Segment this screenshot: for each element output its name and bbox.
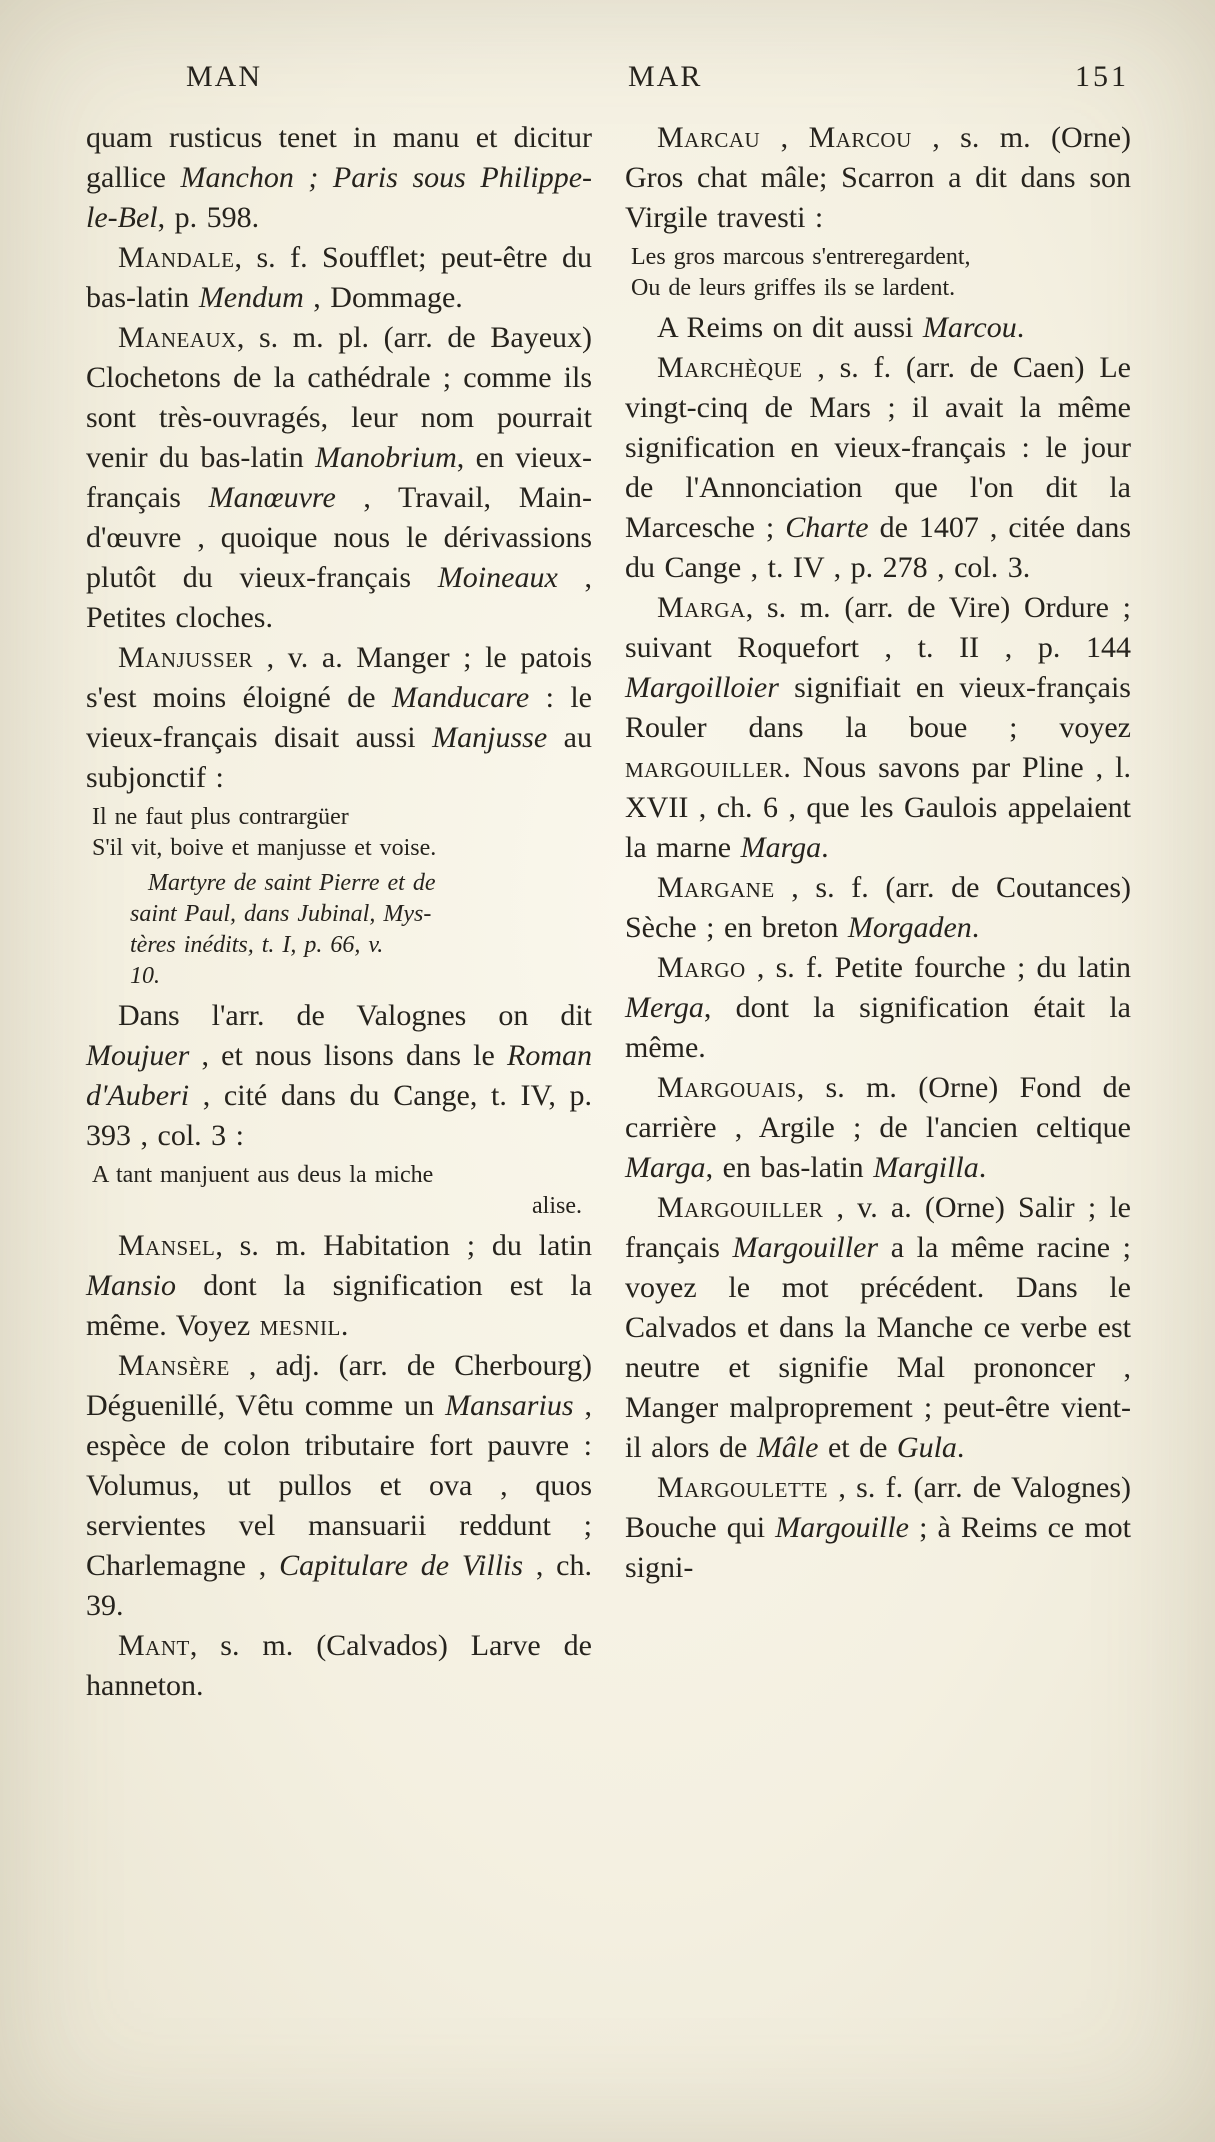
text-segment: , et nous lisons dans le xyxy=(189,1039,507,1072)
text-segment: ; à Reims ce mot signi- xyxy=(625,1511,1131,1584)
text-segment: au subjonctif : xyxy=(86,721,592,794)
cited-word: Manchon ; Paris sous Philippe-le-Bel xyxy=(86,161,593,234)
cited-word: Marga xyxy=(625,1151,706,1184)
text-segment: , v. a. (Orne) Salir ; le français xyxy=(625,1191,1131,1264)
text-columns xyxy=(86,118,1131,1706)
running-head-right: MAR xyxy=(628,60,703,93)
quote-line: S'il vit, boive et manjusse et voise. xyxy=(92,835,437,861)
headword: Marchèque xyxy=(657,351,803,384)
cited-word: Moujuer xyxy=(86,1039,190,1072)
cited-word: Marcou xyxy=(922,311,1017,344)
headword: Mansel xyxy=(118,1229,216,1262)
cited-word: Mansio xyxy=(86,1269,176,1302)
text-segment: , s. m. (Calvados) Larve de hanneton. xyxy=(86,1629,592,1702)
text-segment: , s. f. (arr. de Coutances) Sèche ; en breton xyxy=(625,871,1131,944)
entry-mandale xyxy=(86,238,592,318)
cited-word: Merga xyxy=(625,991,704,1024)
text-segment: a la même racine ; voyez le mot précédent. Dans le Calvados et dans la Manche ce verbe est neutre et signifie Mal prononcer , Manger malproprement ; peut-être vient-il alors de xyxy=(625,1231,1132,1464)
text-segment: , v. a. Manger ; le patois s'est moins éloigné de xyxy=(86,641,592,714)
verse-marcous xyxy=(631,242,1131,304)
text-segment: , espèce de colon tributaire fort pauvre : Volumus, ut pullos et ova , quos servientes vel mansuarii reddunt ; Charlemagne , xyxy=(86,1389,592,1582)
entry-manchon-continuation xyxy=(86,118,592,238)
text-segment: , en vieux-français xyxy=(86,441,592,514)
text-segment: , s. m. (arr. de Vire) Ordure ; suivant Roquefort , t. II , p. 144 xyxy=(625,591,1131,664)
headword: Margoulette xyxy=(657,1471,828,1504)
text-segment: , Travail, Main-d'œuvre , quoique nous le dérivassions plutôt du vieux-français xyxy=(86,481,593,594)
text-segment: . xyxy=(1016,311,1025,344)
quote-line: saint Paul, dans Jubinal, Mys- xyxy=(130,901,432,927)
text-segment: , en bas-latin xyxy=(705,1151,874,1184)
text-segment: . Nous savons par Pline , l. XVII , ch. 6 , que les Gaulois appelaient la marne xyxy=(625,751,1131,864)
quote-line: tères inédits, t. I, p. 66, v. xyxy=(130,932,384,958)
text-segment: , Petites cloches. xyxy=(86,561,592,634)
headword: Margane xyxy=(657,871,775,904)
headword: Marcou xyxy=(808,121,912,154)
cited-word: Margilla xyxy=(873,1151,979,1184)
entry-margane xyxy=(625,868,1131,948)
text-segment: signifiait en vieux-français Rouler dans la boue ; voyez xyxy=(625,671,1131,744)
text-segment: . xyxy=(978,1151,987,1184)
headword: Marcau xyxy=(657,121,761,154)
cited-word: Gula xyxy=(896,1431,957,1464)
column-left xyxy=(86,118,592,1706)
text-segment: : le vieux-français disait aussi xyxy=(86,681,592,754)
verse-manjuent xyxy=(92,1160,592,1222)
headword: Mandale xyxy=(118,241,235,274)
text-segment: et de xyxy=(818,1431,897,1464)
headword: mesnil xyxy=(259,1309,341,1342)
text-segment: , s. f. Petite fourche ; du latin xyxy=(745,951,1131,984)
cited-word: Roman d'Auberi xyxy=(86,1039,592,1112)
text-segment: , s. m. (Orne) Fond de carrière , Argile ; de l'ancien celtique xyxy=(625,1071,1131,1144)
text-segment: . xyxy=(821,831,829,864)
cited-word: Mendum xyxy=(198,281,304,314)
text-segment: , cité dans du Cange, t. IV, p. 393 , col. 3 : xyxy=(86,1079,592,1152)
entry-marga xyxy=(625,588,1131,868)
text-segment: . xyxy=(956,1431,965,1464)
text-segment: . xyxy=(971,911,980,944)
headword: margouiller xyxy=(625,751,784,784)
cited-word: Manducare xyxy=(392,681,530,714)
text-segment: . xyxy=(340,1309,349,1342)
citation-jubinal xyxy=(130,868,564,992)
text-segment: , s. m. (Orne) Gros chat mâle; Scarron a dit dans son Virgile travesti : xyxy=(625,121,1131,234)
cited-word: Manœuvre xyxy=(208,481,336,514)
entry-margouiller xyxy=(625,1188,1131,1468)
running-head-left: MAN xyxy=(186,60,263,93)
text-segment: quam rusticus tenet in manu et dicitur gallice xyxy=(86,121,592,194)
entry-manjusser xyxy=(86,638,592,798)
cited-word: Margouiller xyxy=(732,1231,879,1264)
headword: Manjusser xyxy=(118,641,254,674)
quote-line: Les gros marcous s'entreregardent, xyxy=(631,244,971,270)
text-segment: , s. f. Soufflet; peut-être du bas-latin xyxy=(86,241,592,314)
cited-word: Capitulare de Villis xyxy=(279,1549,524,1582)
cited-word: Mansarius xyxy=(445,1389,574,1422)
headword: Margouiller xyxy=(657,1191,824,1224)
entry-margoulette xyxy=(625,1468,1131,1588)
para-valognes xyxy=(86,996,592,1156)
text-segment: , s. m. Habitation ; du latin xyxy=(215,1229,592,1262)
cited-word: Manjusse xyxy=(432,721,548,754)
page-number: 151 xyxy=(1075,60,1129,93)
headword: Marga xyxy=(657,591,746,624)
entry-mant xyxy=(86,1626,592,1706)
text-segment: A Reims on dit aussi xyxy=(657,311,923,344)
cited-word: Margouille xyxy=(775,1511,909,1544)
cited-word: Charte xyxy=(785,511,869,544)
quote-line: A tant manjuent aus deus la miche xyxy=(92,1162,434,1188)
entry-mansel xyxy=(86,1226,592,1346)
text-segment: , s. f. (arr. de Caen) Le vingt-cinq de Mars ; il avait la même signification en vieux-français : le jour de l'Annonciation que l'on dit la Marcesche ; xyxy=(625,351,1131,544)
text-segment: , ch. 39. xyxy=(86,1549,592,1622)
headword: Maneaux xyxy=(118,321,237,354)
text-segment: dont la signification est la même. Voyez xyxy=(86,1269,592,1342)
verse-manjusse xyxy=(92,802,592,864)
entry-marcheque xyxy=(625,348,1131,588)
text-segment: , s. m. pl. (arr. de Bayeux) Clochetons de la cathédrale ; comme ils sont très-ouvragés, leur nom pourrait venir du bas-latin xyxy=(86,321,592,474)
text-segment: , xyxy=(760,121,809,154)
entry-maneaux xyxy=(86,318,592,638)
column-right xyxy=(625,118,1131,1706)
text-segment: , adj. (arr. de Cherbourg) Déguenillé, Vêtu comme un xyxy=(86,1349,592,1422)
headword: Mant xyxy=(118,1629,190,1662)
para-reims-marcou xyxy=(625,308,1131,348)
headword: Mansère xyxy=(118,1349,230,1382)
cited-word: Moineaux xyxy=(437,561,558,594)
quote-line: Ou de leurs griffes ils se lardent. xyxy=(631,275,956,301)
text-segment: , Dommage. xyxy=(303,281,463,314)
cited-word: Manobrium xyxy=(315,441,457,474)
headword: Margo xyxy=(657,951,746,984)
cited-word: Mâle xyxy=(756,1431,819,1464)
headword: Margouais xyxy=(657,1071,797,1104)
entry-mansere xyxy=(86,1346,592,1626)
text-segment: , dont la signification était la même. xyxy=(625,991,1131,1064)
text-segment: de 1407 , citée dans du Cange , t. IV , p. 278 , col. 3. xyxy=(625,511,1131,584)
entry-marcau xyxy=(625,118,1131,238)
quote-line: Martyre de saint Pierre et de xyxy=(148,870,436,896)
cited-word: Marga xyxy=(740,831,822,864)
quote-line: alise. xyxy=(532,1193,582,1219)
quote-line: 10. xyxy=(130,963,160,989)
text-segment: Dans l'arr. de Valognes on dit xyxy=(118,999,592,1032)
text-segment: , p. 598. xyxy=(157,201,260,234)
text-segment: , s. f. (arr. de Valognes) Bouche qui xyxy=(625,1471,1131,1544)
quote-line: Il ne faut plus contrargüer xyxy=(92,804,349,830)
page-header xyxy=(86,60,1131,108)
entry-margouais xyxy=(625,1068,1131,1188)
cited-word: Margoilloier xyxy=(625,671,779,704)
entry-margo xyxy=(625,948,1131,1068)
cited-word: Morgaden xyxy=(847,911,972,944)
